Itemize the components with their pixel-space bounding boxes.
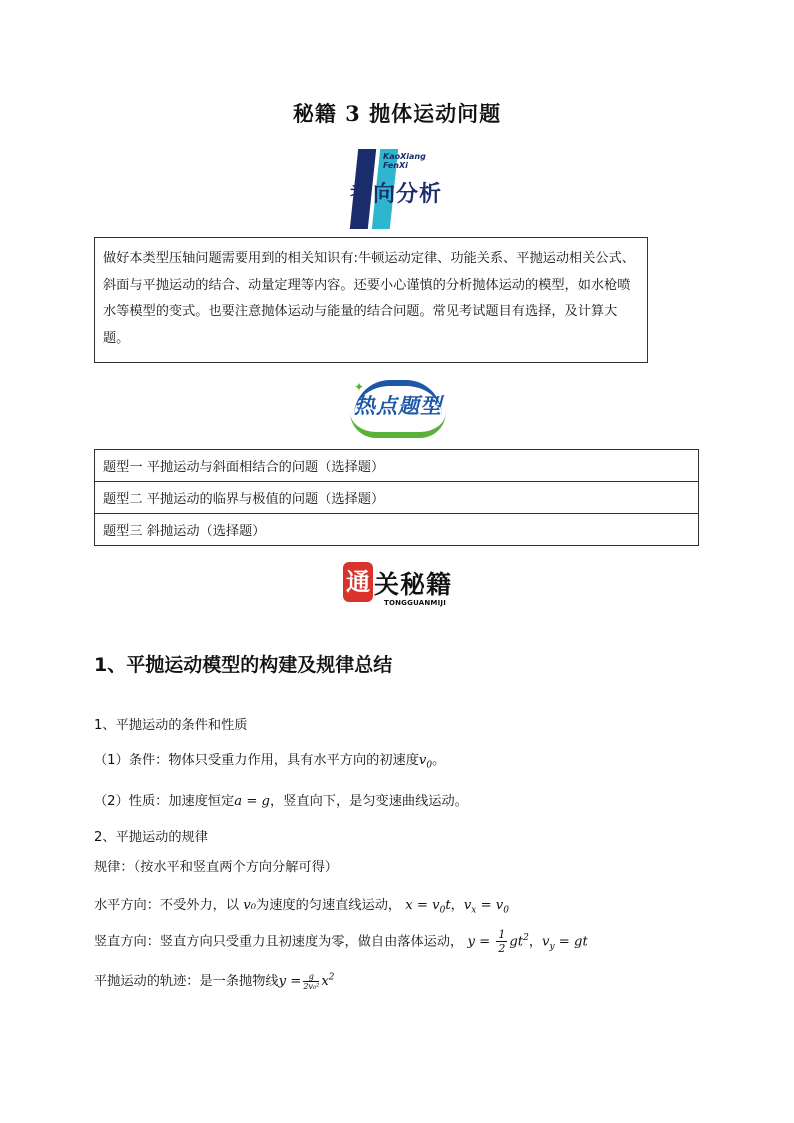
logo-pinyin: TONGGUANMIJI bbox=[384, 599, 446, 607]
logo-chars: 考向分析 bbox=[350, 182, 443, 207]
condition-line: （1）条件：物体只受重力作用，具有水平方向的初速度$v_0$。 bbox=[94, 753, 446, 771]
table-cell: 题型一 平抛运动与斜面相结合的问题（选择题） bbox=[95, 450, 699, 482]
logo-text: 热点题型 bbox=[354, 394, 442, 418]
table-row bbox=[95, 514, 699, 546]
fraction: $\frac{g}{\text{2v₀²}}$ bbox=[303, 971, 320, 991]
sparkle-icon: ✦ bbox=[354, 380, 365, 394]
page-title: 秘籍 3 抛体运动问题 bbox=[292, 101, 502, 126]
tongguan-miji-logo bbox=[340, 561, 456, 611]
redian-tixing-logo bbox=[346, 380, 450, 436]
rule-line: 规律：（按水平和竖直两个方向分解可得） bbox=[94, 860, 338, 875]
table-row bbox=[95, 482, 699, 514]
question-types-table bbox=[94, 449, 699, 546]
logo-calligraphy: 关秘籍 bbox=[374, 570, 453, 599]
fraction: $\frac{1}{2}$ bbox=[498, 928, 506, 955]
trajectory-line: 平抛运动的轨迹：是一条抛物线y = $\frac{g}{\text{2v₀²}}$ $x^2$ bbox=[94, 971, 335, 991]
logo-small-text: KaoXiang FenXi bbox=[383, 152, 426, 170]
kaoxiang-fenxi-logo bbox=[350, 149, 450, 231]
section-heading: 1、平抛运动模型的构建及规律总结 bbox=[94, 654, 393, 676]
table-cell: 题型二 平抛运动的临界与极值的问题（选择题） bbox=[95, 482, 699, 514]
table-cell: 题型三 斜抛运动（选择题） bbox=[95, 514, 699, 546]
table-row bbox=[95, 450, 699, 482]
horizontal-line: 水平方向：不受外力，以 v₀为速度的匀速直线运动， $x = v_0t$，$v_x = v_0$ bbox=[94, 898, 509, 916]
subheading-conditions: 1、平抛运动的条件和性质 bbox=[94, 718, 248, 733]
vertical-line: 竖直方向：竖直方向只受重力且初速度为零，做自由落体运动， y = $\frac{1}{2}$ $gt^2$，$v_y$ = gt bbox=[94, 928, 588, 955]
subheading-rules: 2、平抛运动的规律 bbox=[94, 830, 208, 845]
property-line: （2）性质：加速度恒定a = g，竖直向下，是匀变速曲线运动。 bbox=[94, 794, 468, 809]
intro-box: 做好本类型压轴问题需要用到的相关知识有:牛顿运动定律、功能关系、平抛运动相关公式、斜面与平抛运动的结合、动量定理等内容。还要小心谨慎的分析抛体运动的模型，如水枪喷水等模型的变式。也要注意抛体运动与能量的结合问题。常见考试题目有选择，及计算大题。 bbox=[94, 237, 648, 363]
logo-seal: 通 bbox=[343, 562, 373, 602]
